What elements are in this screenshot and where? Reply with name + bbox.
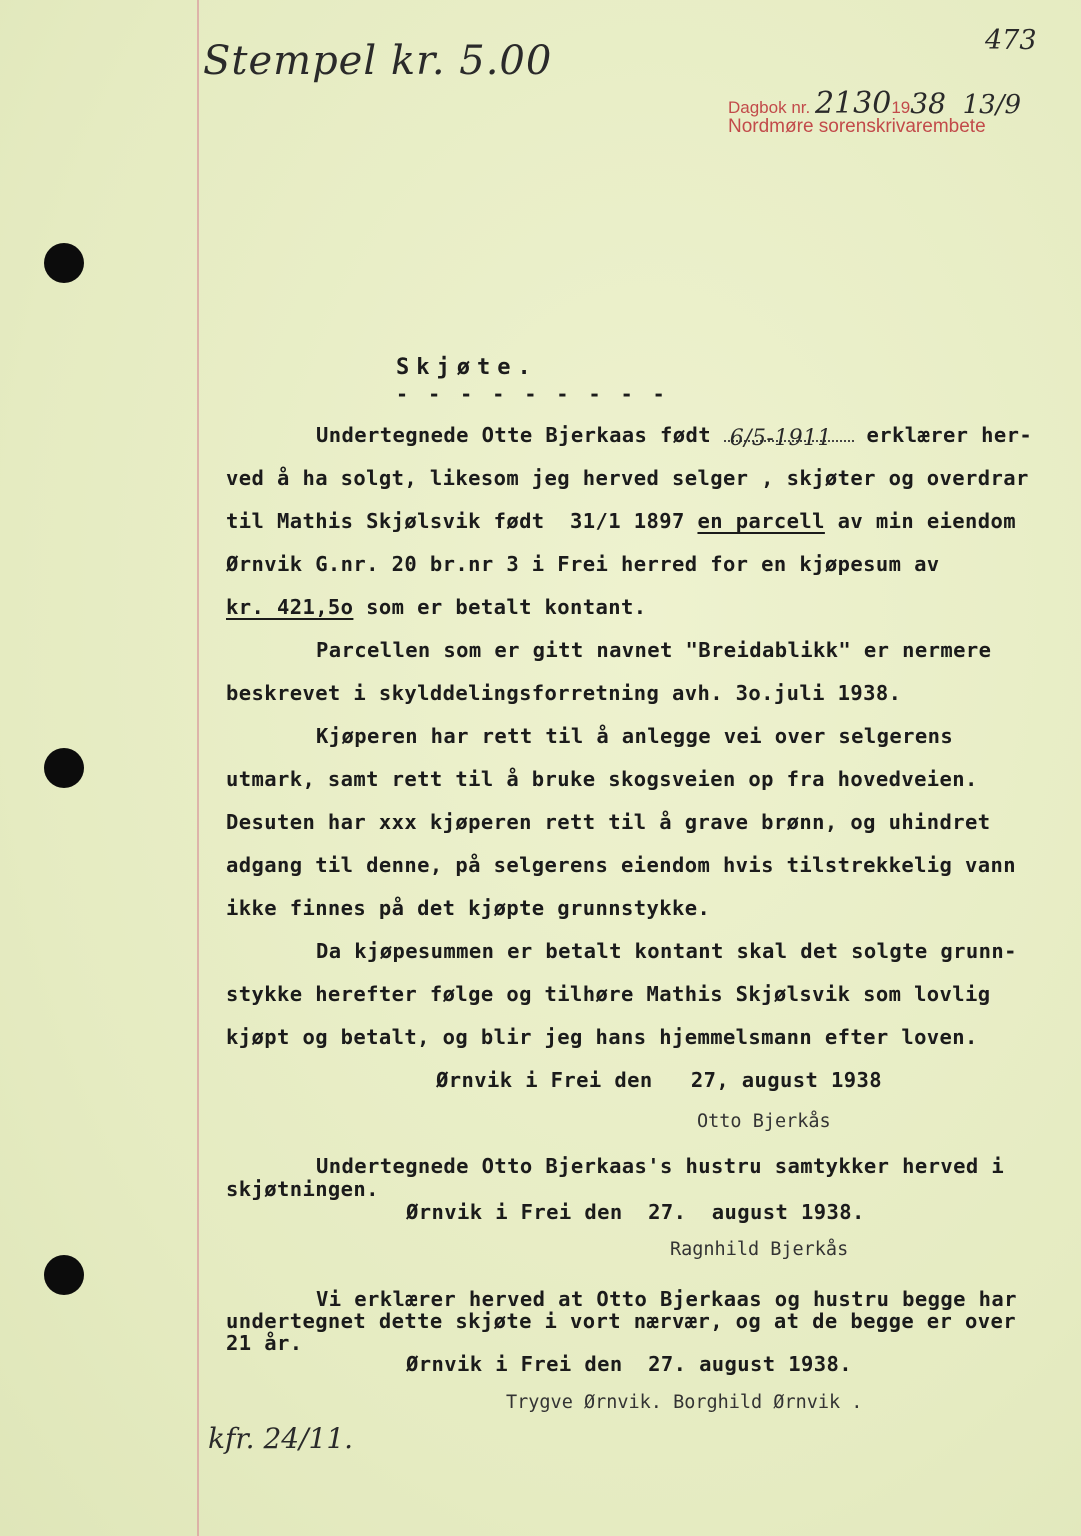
- year-prefix: 19: [891, 98, 911, 117]
- signature-otto: Otto Bjerkås: [697, 1111, 831, 1132]
- text: av min eiendom: [824, 509, 1017, 533]
- body-line-10: Desuten har xxx kjøperen rett til å grave brønn, og uhindret: [226, 810, 991, 834]
- body-line-8: Kjøperen har rett til å anlegge vei over selgerens: [316, 724, 954, 748]
- body-line-1: [316, 423, 1033, 451]
- body-line-21: undertegnet dette skjøte i vort nærvær, og at de begge er over: [226, 1309, 1017, 1333]
- body-line-13: Da kjøpesummen er betalt kontant skal det solgte grunn-: [316, 939, 1017, 963]
- body-line-14: stykke herefter følge og tilhøre Mathis Skjølsvik som lovlig: [226, 982, 991, 1006]
- body-line-7: beskrevet i skylddelingsforretning avh. 3o.juli 1938.: [226, 681, 902, 705]
- title-underline: - - - - - - - - -: [396, 382, 669, 406]
- body-line-11: adgang til denne, på selgerens eiendom hvis tilstrekkelig vann: [226, 853, 1017, 877]
- body-line-17: Undertegnede Otto Bjerkaas's hustru samtykker herved i: [316, 1154, 1005, 1178]
- stamp-tax-note: Stempel kr. 5.00: [203, 38, 553, 84]
- text: til Mathis Skjølsvik født 31/1 1897: [226, 509, 698, 533]
- office-stamp: Nordmøre sorenskrivarembete: [728, 116, 986, 137]
- footer-reference-note: kfr. 24/11.: [208, 1422, 354, 1455]
- body-line-4: Ørnvik G.nr. 20 br.nr 3 i Frei herred for en kjøpesum av: [226, 552, 940, 576]
- body-line-6: Parcellen som er gitt navnet "Breidablikk" er nermere: [316, 638, 992, 662]
- body-line-12: ikke finnes på det kjøpte grunnstykke.: [226, 896, 711, 920]
- punch-hole-bottom: [44, 1255, 84, 1295]
- dagbok-label: Dagbok nr.: [728, 98, 811, 117]
- body-line-22: 21 år.: [226, 1331, 303, 1355]
- body-line-20: Vi erklærer herved at Otto Bjerkaas og hustru begge har: [316, 1287, 1017, 1311]
- birthdate-handwritten: 6/5-1911: [729, 426, 832, 451]
- dagbok-number: 2130: [814, 86, 892, 121]
- signature-witnesses: Trygve Ørnvik. Borghild Ørnvik .: [506, 1392, 863, 1413]
- body-line-9: utmark, samt rett til å bruke skogsveien op fra hovedveien.: [226, 767, 978, 791]
- punch-hole-top: [44, 243, 84, 283]
- punch-hole-middle: [44, 748, 84, 788]
- body-line-3: [226, 509, 1016, 533]
- margin-rule: [197, 0, 199, 1536]
- body-line-2: ved å ha solgt, likesom jeg herved selger , skjøter og overdrar: [226, 466, 1029, 490]
- date-line-3: Ørnvik i Frei den 27. august 1938.: [406, 1352, 852, 1376]
- year-suffix: 38: [910, 87, 946, 120]
- body-line-18: skjøtningen.: [226, 1177, 379, 1201]
- registry-date: 13/9: [962, 90, 1022, 120]
- document-title: Skjøte.: [396, 355, 538, 380]
- text: Undertegnede Otte Bjerkaas født: [316, 423, 724, 447]
- underlined-parcel: en parcell: [697, 509, 825, 533]
- date-line-2: Ørnvik i Frei den 27. august 1938.: [406, 1200, 865, 1224]
- underlined-price: kr. 421,5o: [226, 595, 354, 619]
- body-line-5: [226, 595, 647, 619]
- page-number: 473: [985, 25, 1037, 56]
- birthdate-field: [724, 426, 854, 451]
- body-line-15: kjøpt og betalt, og blir jeg hans hjemmelsmann efter loven.: [226, 1025, 978, 1049]
- text: erklærer her-: [853, 423, 1033, 447]
- text: som er betalt kontant.: [353, 595, 647, 619]
- date-line-1: Ørnvik i Frei den 27, august 1938: [436, 1068, 882, 1092]
- signature-ragnhild: Ragnhild Bjerkås: [670, 1239, 849, 1260]
